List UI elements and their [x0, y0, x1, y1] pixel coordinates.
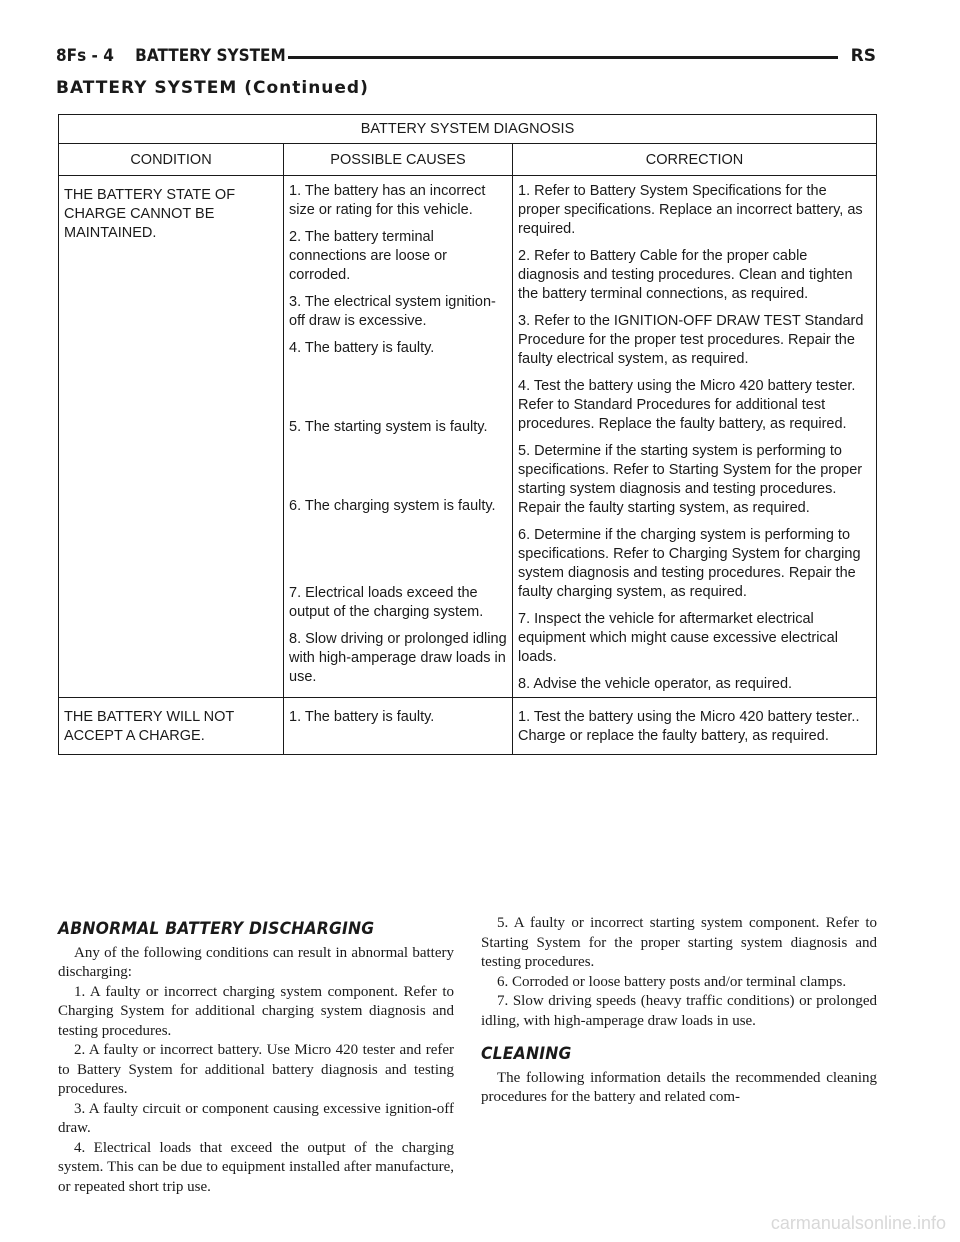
correction-item: 1. Refer to Battery System Specifications for the proper specifications. Replace an incorrect battery, as required.: [518, 183, 863, 237]
abnormal-item-3: 3. A faulty circuit or component causing excessive ignition-off draw.: [58, 1100, 454, 1136]
correction-item: 6. Determine if the charging system is performing to specifications. Refer to Charging System for charging system diagnosis and testing procedures. Repair the faulty charging system, as required.: [518, 527, 861, 600]
cause-item: 4. The battery is faulty.: [289, 340, 435, 356]
table-title-row: [59, 115, 877, 144]
header-possible-causes: POSSIBLE CAUSES: [284, 144, 513, 176]
page-header: [56, 46, 876, 76]
abnormal-item-5: 5. A faulty or incorrect starting system component. Refer to Starting System for the proper starting system diagnosis and testing procedures.: [481, 915, 877, 970]
correction-item: 5. Determine if the starting system is performing to specifications. Refer to Starting System for the proper starting system diagnosis and testing procedures. Repair the faulty starting system, as required.: [518, 443, 863, 516]
cause-item: 5. The starting system is faulty.: [289, 419, 488, 435]
causes-cell: [284, 176, 513, 698]
causes-cell: [284, 698, 513, 755]
header-rule: [288, 56, 838, 59]
right-text-column: [481, 912, 877, 1108]
diagnosis-table: [58, 114, 877, 755]
cause-item: 6. The charging system is faulty.: [289, 498, 496, 514]
table-row: [59, 176, 877, 698]
abnormal-item-2: 2. A faulty or incorrect battery. Use Micro 420 tester and refer to Battery System for additional battery diagnosis and testing procedures.: [58, 1042, 454, 1097]
left-text-column: [58, 912, 454, 1197]
cause-item: 3. The electrical system ignition-off draw is excessive.: [289, 294, 496, 329]
cleaning-heading: CLEANING: [481, 1044, 572, 1064]
cause-item: 8. Slow driving or prolonged idling with high-amperage draw loads in use.: [289, 631, 507, 685]
page-title: 8Fs - 4 BATTERY SYSTEM: [56, 46, 286, 66]
header-condition: CONDITION: [59, 144, 284, 176]
cause-item: 1. The battery has an incorrect size or rating for this vehicle.: [289, 183, 486, 218]
header-correction: CORRECTION: [513, 144, 877, 176]
watermark: carmanualsonline.info: [770, 1213, 946, 1233]
corrections-cell: [513, 176, 877, 698]
abnormal-item-1: 1. A faulty or incorrect charging system component. Refer to Charging System for additional charging system diagnosis and testing procedures.: [58, 983, 454, 1039]
cause-item: 1. The battery is faulty.: [289, 709, 435, 725]
table-row: [59, 698, 877, 755]
abnormal-intro: Any of the following conditions can result in abnormal battery discharging:: [58, 944, 454, 980]
continued-heading: BATTERY SYSTEM (Continued): [56, 78, 369, 98]
cause-item: 7. Electrical loads exceed the output of the charging system.: [289, 585, 484, 620]
correction-item: 7. Inspect the vehicle for aftermarket electrical equipment which might cause excessive electrical loads.: [518, 611, 838, 665]
correction-item: 4. Test the battery using the Micro 420 battery tester. Refer to Standard Procedures for additional test procedures. Replace the faulty battery, as required.: [518, 378, 856, 432]
abnormal-discharging-heading: ABNORMAL BATTERY DISCHARGING: [58, 919, 375, 939]
correction-item: 2. Refer to Battery Cable for the proper cable diagnosis and testing procedures. Clean and tighten the battery terminal connections, as required.: [518, 248, 853, 302]
table-title: BATTERY SYSTEM DIAGNOSIS: [59, 115, 877, 144]
abnormal-item-4: 4. Electrical loads that exceed the output of the charging system. This can be due to equipment installed after manufacture, or repeated short trip use.: [58, 1139, 454, 1195]
correction-item: 1. Test the battery using the Micro 420 battery tester.. Charge or replace the faulty battery, as required.: [518, 709, 860, 744]
correction-item: 3. Refer to the IGNITION-OFF DRAW TEST Standard Procedure for the proper test procedures. Repair the faulty electrical system, as required.: [518, 313, 864, 367]
table-header-row: [59, 144, 877, 176]
correction-item: 8. Advise the vehicle operator, as required.: [518, 676, 793, 692]
corrections-cell: [513, 698, 877, 755]
condition-cell: THE BATTERY STATE OF CHARGE CANNOT BE MAINTAINED.: [59, 176, 284, 698]
cause-item: 2. The battery terminal connections are loose or corroded.: [289, 229, 447, 283]
cleaning-text: The following information details the recommended cleaning procedures for the battery and related com-: [481, 1069, 877, 1105]
abnormal-item-6: 6. Corroded or loose battery posts and/or terminal clamps.: [497, 973, 847, 990]
section-code: RS: [850, 46, 876, 66]
abnormal-item-7: 7. Slow driving speeds (heavy traffic conditions) or prolonged idling, with high-amperage draw loads in use.: [481, 993, 877, 1029]
condition-cell: THE BATTERY WILL NOT ACCEPT A CHARGE.: [59, 698, 284, 755]
